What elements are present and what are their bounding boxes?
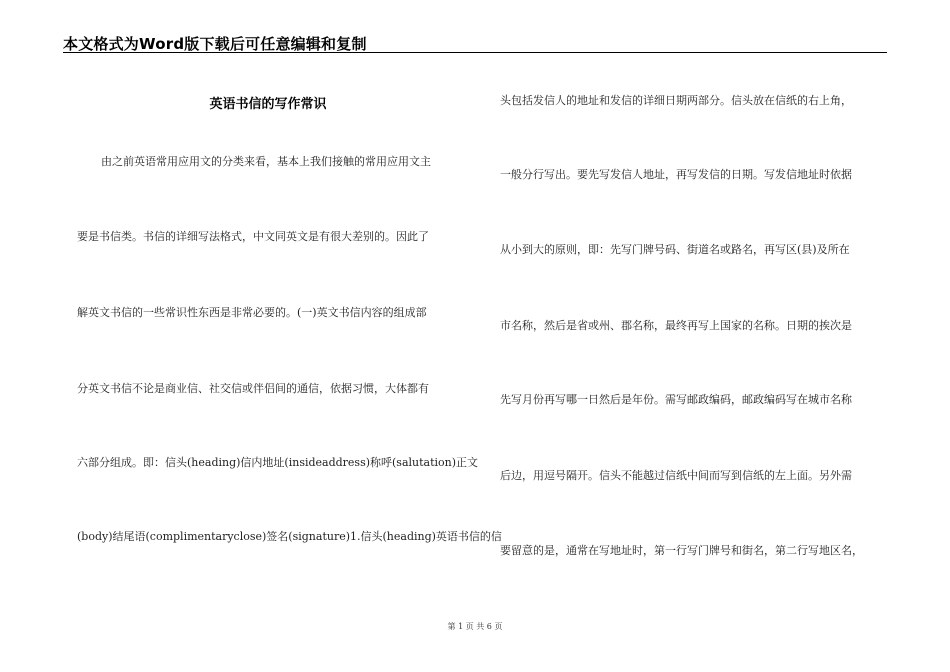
text-line: 从小到大的原则，即：先写门牌号码、街道名或路名，再写区(县)及所在	[500, 243, 850, 256]
text-line: 要是书信类。书信的详细写法格式，中文同英文是有很大差别的。因此了	[77, 230, 429, 243]
text-line: 一般分行写出。要先写发信人地址，再写发信的日期。写发信地址时依据	[500, 168, 852, 181]
text-line: 市名称，然后是省或州、郡名称，最终再写上国家的名称。日期的挨次是	[500, 319, 852, 332]
text-line: 解英文书信的一些常识性东西是非常必要的。(一)英文书信内容的组成部	[77, 306, 427, 319]
text-line: 分英文书信不论是商业信、社交信或伴侣间的通信，依据习惯，大体都有	[77, 382, 429, 395]
page-number-footer: 第 1 页 共 6 页	[447, 622, 503, 631]
document-title: 英语书信的写作常识	[209, 97, 327, 112]
header-divider	[63, 52, 887, 53]
text-line: 由之前英语常用应用文的分类来看，基本上我们接触的常用应用文主	[101, 155, 431, 168]
text-line: 要留意的是，通常在写地址时，第一行写门牌号和街名，第二行写地区名，	[500, 544, 863, 557]
text-line: 后边，用逗号隔开。信头不能越过信纸中间而写到信纸的左上面。另外需	[500, 469, 852, 482]
text-line: 六部分组成。即：信头(heading)信内地址(insideaddress)称呼(salutation)正文	[77, 456, 479, 469]
text-line: (body)结尾语(complimentaryclose)签名(signature)1.信头(heading)英语书信的信	[77, 530, 502, 543]
document-header-banner: 本文格式为Word版下载后可任意编辑和复制	[63, 35, 367, 53]
text-line: 头包括发信人的地址和发信的详细日期两部分。信头放在信纸的右上角，	[500, 94, 852, 107]
text-line: 先写月份再写哪一日然后是年份。需写邮政编码，邮政编码写在城市名称	[500, 393, 852, 406]
